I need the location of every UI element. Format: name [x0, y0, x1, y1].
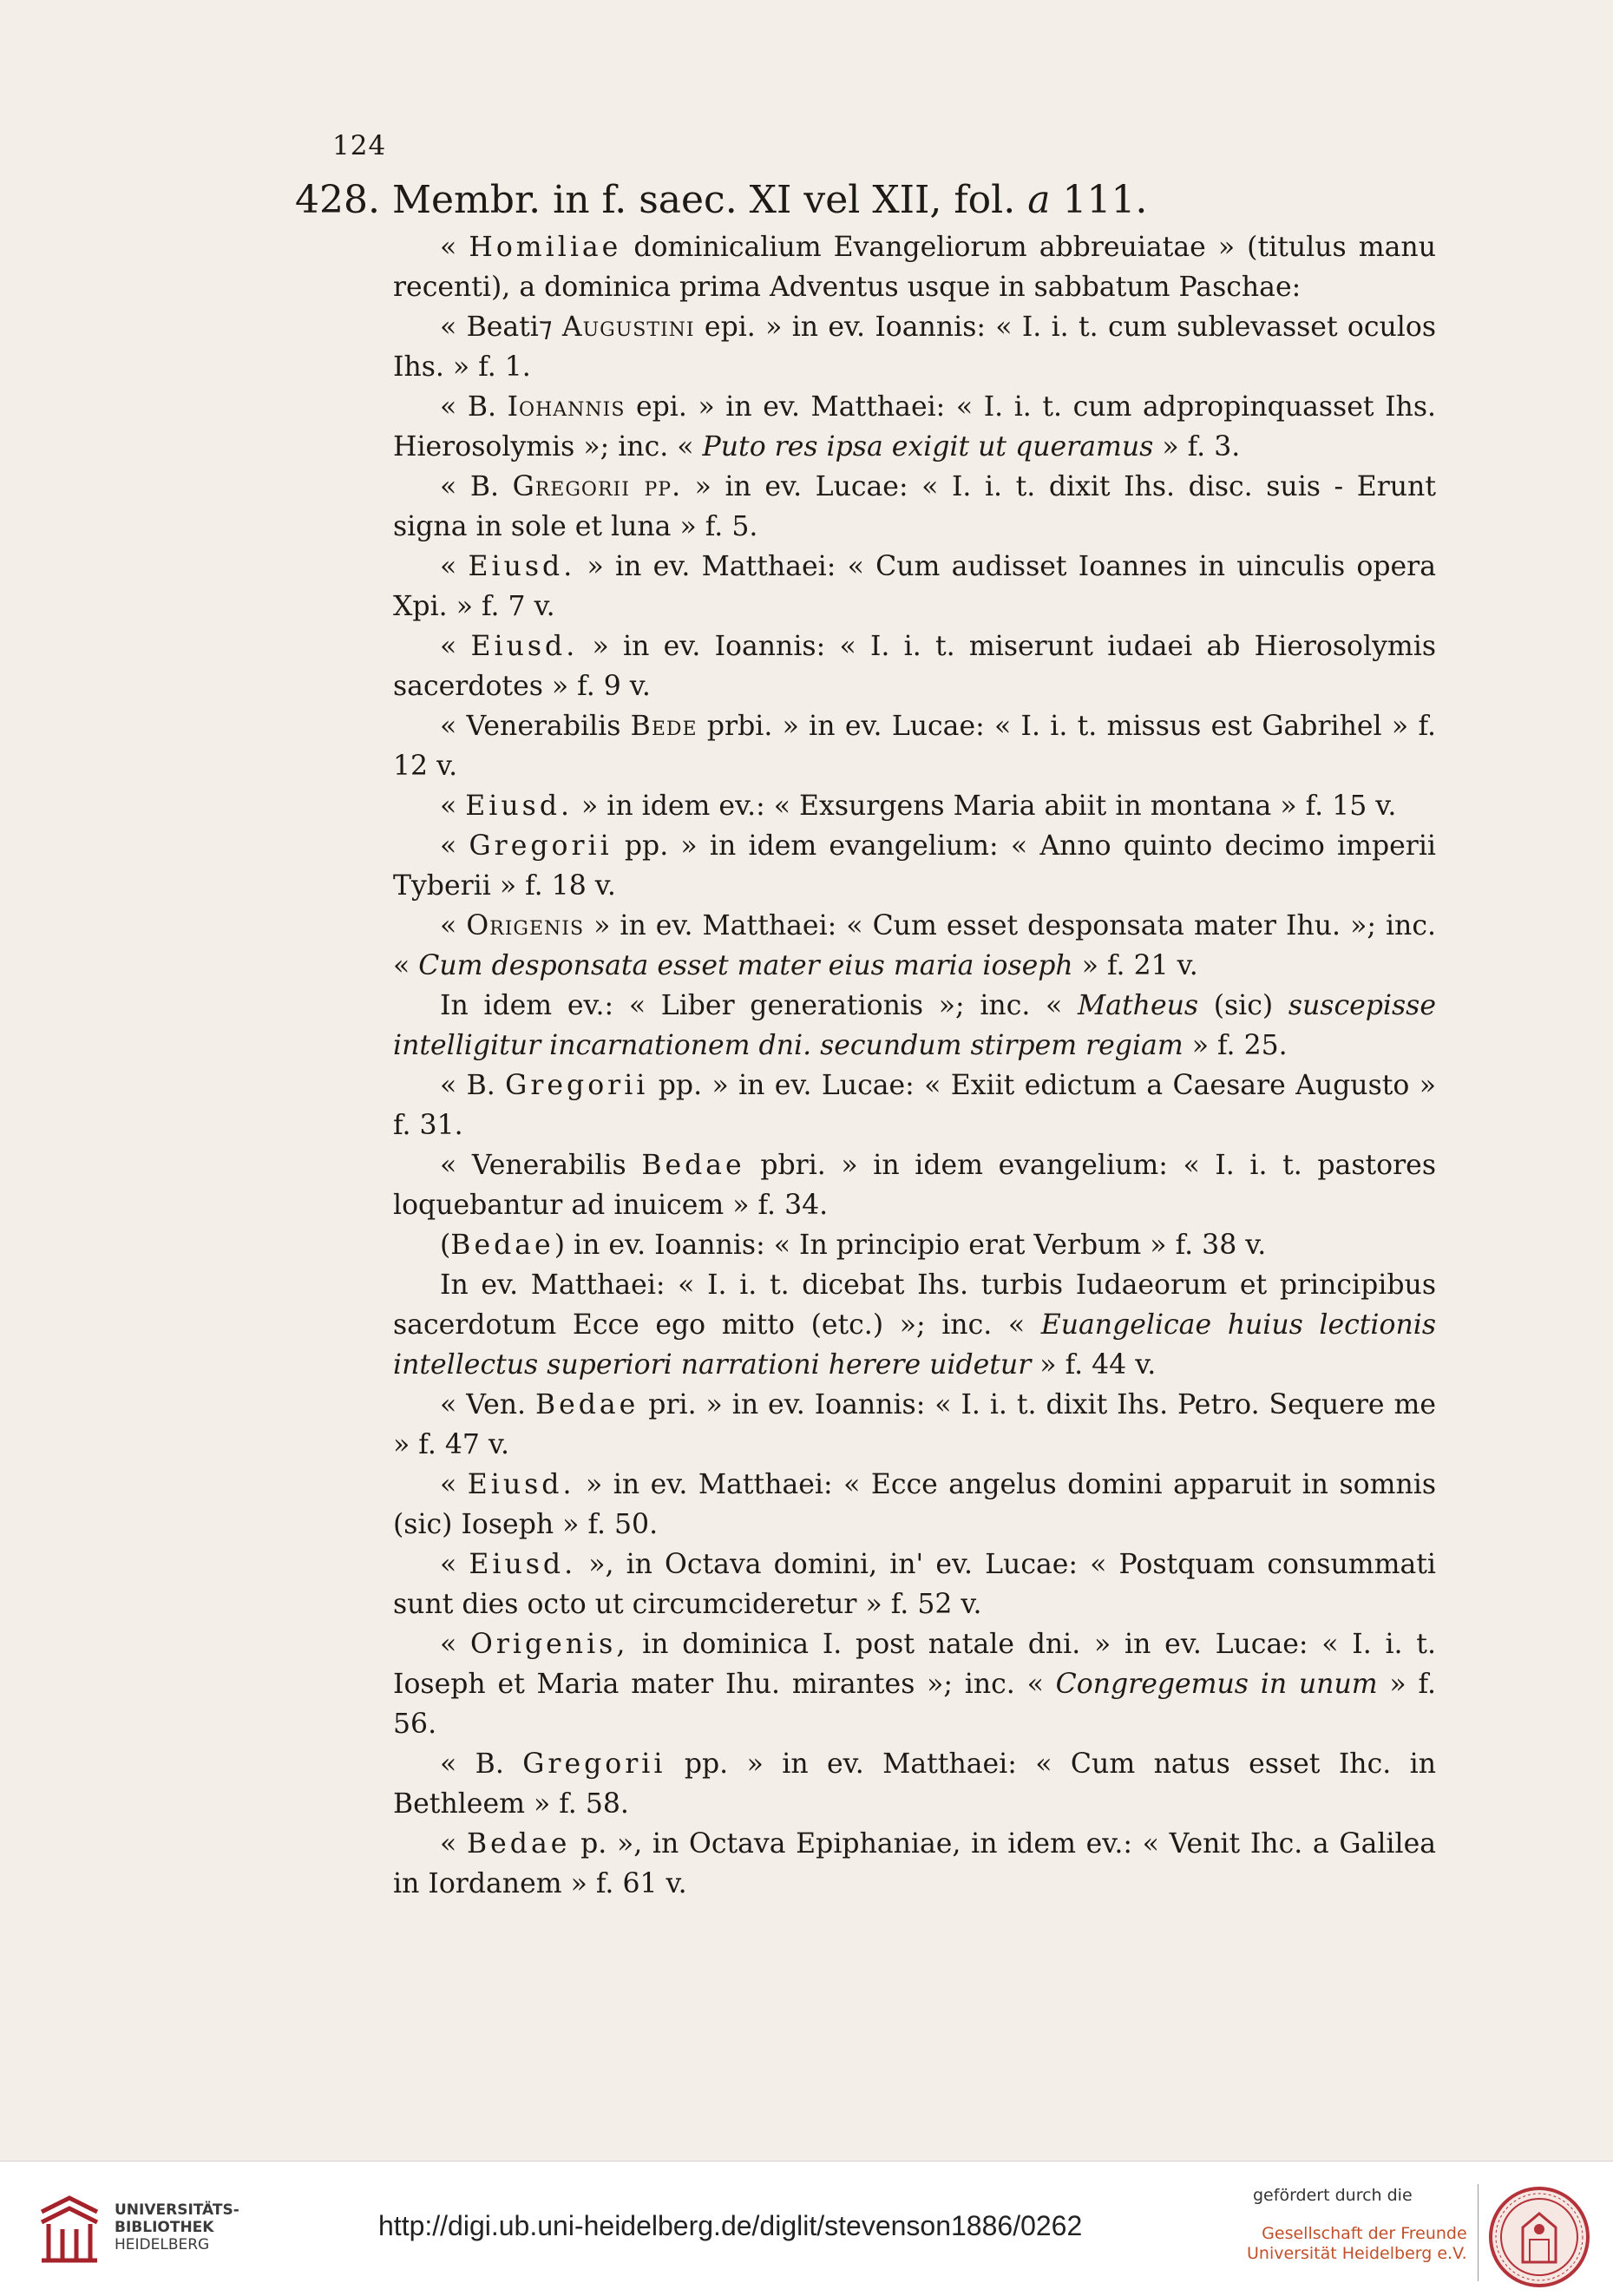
sponsor-note: gefördert durch die [1253, 2186, 1413, 2205]
paragraph-text: ) in ev. Ioannis: « In principio erat Verbum » f. 38 v. [554, 1230, 1267, 1261]
catalog-paragraph [393, 1225, 1436, 1265]
footer-divider [1478, 2184, 1479, 2281]
catalog-paragraph [393, 1385, 1436, 1465]
name-text: Homiliae [469, 232, 622, 263]
paragraph-text: » f. 56. [393, 1669, 1436, 1740]
paragraph-text: » f. 44 v. [1031, 1349, 1157, 1381]
paragraph-text: « [440, 551, 469, 582]
university-seal-icon [1488, 2186, 1590, 2288]
catalog-paragraph [393, 626, 1436, 706]
paragraph-text: pp. » in idem evangelium: « Anno quinto decimo imperii Tyberii » f. 18 v. [393, 830, 1436, 902]
name-text: Origenis, [470, 1629, 629, 1660]
paragraph-text: in dominica I. post natale dni. » in ev. Lucae: « I. i. t. Ioseph et Maria mater Ihu. mirantes »; inc. « [393, 1629, 1436, 1700]
incipit-text: Congregemus in unum [1055, 1669, 1378, 1700]
paragraph-text: « Venerabilis [440, 711, 631, 742]
sponsor-name-line: Universität Heidelberg e.V. [1247, 2244, 1467, 2263]
catalog-paragraph [393, 1265, 1436, 1385]
paragraph-text: « [440, 1549, 469, 1580]
library-name [115, 2201, 239, 2253]
paragraph-text: (sic) [1198, 990, 1288, 1021]
paragraph-text: In ev. Matthaei: « I. i. t. dicebat Ihs. turbis Iudaeorum et principibus sacerdotum Ecce ego mitto (etc.) »; inc. « [393, 1269, 1436, 1341]
name-text: Origenis [466, 910, 585, 941]
paragraph-text: » in ev. Matthaei: « Ecce angelus domini apparuit in somnis (sic) Ioseph » f. 50. [393, 1469, 1436, 1540]
name-text: Bedae [450, 1230, 554, 1261]
paragraph-text: « B. [440, 391, 508, 423]
paragraph-text: « B. [440, 471, 513, 502]
paragraph-text: « [440, 830, 469, 862]
paragraph-text: « Beati⁊ [440, 312, 562, 343]
paragraph-text: « [440, 631, 471, 662]
paragraph-text: « B. [440, 1070, 506, 1101]
catalog-paragraph [393, 1624, 1436, 1744]
paragraph-text: « [440, 790, 466, 822]
entry-heading [295, 178, 1147, 222]
paragraph-text: epi. » in ev. Matthaei: « I. i. t. cum adpropinquasset Ihs. Hierosolymis »; inc. « [393, 391, 1437, 462]
library-name-line: UNIVERSITÄTS- [115, 2201, 239, 2219]
paragraph-text: pri. » in ev. Ioannis: « I. i. t. dixit Ihs. Petro. Sequere me » f. 47 v. [393, 1389, 1436, 1460]
paragraph-text: dominicalium Evangeliorum abbreuiatae » (titulus manu recenti), a dominica prima Adventus usque in sabbatum Paschae: [393, 232, 1436, 303]
name-text: Eiusd. [467, 1469, 575, 1500]
paragraph-text: epi. » in ev. Ioannis: « I. i. t. cum sublevasset oculos Ihs. » f. 1. [393, 312, 1437, 383]
name-text: Gregorii [522, 1748, 666, 1780]
paragraph-text: « [440, 1828, 467, 1860]
catalog-paragraph [393, 1824, 1436, 1904]
catalog-paragraph [393, 706, 1436, 786]
university-library-logo-icon [36, 2194, 102, 2264]
incipit-text: Matheus [1077, 990, 1199, 1021]
fol-letter: a [1027, 178, 1051, 222]
name-text: Eiusd. [469, 1549, 577, 1580]
catalog-paragraph [393, 1145, 1436, 1225]
paragraph-text: » f. 25. [1183, 1030, 1288, 1061]
catalog-paragraph [393, 467, 1436, 547]
incipit-text: Puto res ipsa exigit ut queramus [702, 431, 1154, 462]
paragraph-text: pp. » in ev. Matthaei: « Cum natus esset Ihc. in Bethleem » f. 58. [393, 1748, 1436, 1820]
catalog-paragraph [393, 1545, 1436, 1624]
catalog-paragraph [393, 307, 1436, 387]
paragraph-text: » in ev. Lucae: « I. i. t. dixit Ihs. disc. suis - Erunt signa in sole et luna » f. 5. [393, 471, 1436, 542]
paragraph-text: » in ev. Matthaei: « Cum esset desponsata mater Ihu. »; inc. « [393, 910, 1436, 981]
name-text: Gregorii [469, 830, 613, 862]
name-text: Eiusd. [470, 631, 579, 662]
paragraph-text: prbi. » in ev. Lucae: « I. i. t. missus est Gabrihel » f. 12 v. [393, 711, 1436, 782]
incipit-text: Cum desponsata esset mater eius maria ioseph [418, 950, 1073, 981]
name-text: Eiusd. [465, 790, 573, 822]
sponsor-name [1247, 2224, 1467, 2264]
name-text: Gregorii pp. [512, 471, 682, 502]
catalog-paragraph [393, 1744, 1436, 1824]
paragraph-text: » in ev. Ioannis: « I. i. t. miserunt iudaei ab Hierosolymis sacerdotes » f. 9 v. [393, 631, 1436, 702]
catalog-paragraph [393, 1465, 1436, 1545]
name-text: Bedae [641, 1150, 745, 1181]
catalog-paragraph [393, 906, 1436, 986]
paragraph-text: « [440, 1629, 471, 1660]
paragraph-text: » in idem ev.: « Exsurgens Maria abiit in montana » f. 15 v. [573, 790, 1397, 822]
paragraph-text: « Venerabilis [440, 1150, 642, 1181]
paragraph-text: pp. » in ev. Lucae: « Exiit edictum a Caesare Augusto » f. 31. [393, 1070, 1436, 1141]
catalog-paragraph [393, 1066, 1436, 1145]
catalog-paragraph [393, 227, 1436, 307]
fol-number: 111. [1062, 178, 1148, 222]
paragraph-text: ( [440, 1230, 451, 1261]
footer-bar [0, 2161, 1613, 2296]
incipit-text: Euangelicae huius lectionis intellectus superiori narrationi herere uidetur [393, 1309, 1437, 1381]
library-name-line: BIBLIOTHEK [115, 2219, 214, 2236]
incipit-text: suscepisse intelligitur incarnationem dni. secundum stirpem regiam [393, 990, 1436, 1061]
name-text: Augustini [561, 312, 695, 343]
name-text: Eiusd. [468, 551, 576, 582]
paragraph-text: » f. 3. [1153, 431, 1241, 462]
paragraph-text: In idem ev.: « Liber generationis »; inc. « [440, 990, 1078, 1021]
paragraph-text: pbri. » in idem evangelium: « I. i. t. pastores loquebantur ad inuicem » f. 34. [393, 1150, 1436, 1221]
paragraph-text: », in Octava domini, in' ev. Lucae: « Postquam consummati sunt dies octo ut circumcideretur » f. 52 v. [393, 1549, 1437, 1620]
paragraph-text: p. », in Octava Epiphaniae, in idem ev.: « Venit Ihc. a Galilea in Iordanem » f. 61 v. [393, 1828, 1436, 1899]
paragraph-text: « [440, 910, 467, 941]
paragraph-text: « [440, 1469, 468, 1500]
catalog-paragraph [393, 387, 1436, 467]
paragraph-text: » f. 21 v. [1072, 950, 1198, 981]
page-number: 124 [332, 130, 387, 161]
paragraph-text: » in ev. Matthaei: « Cum audisset Ioannes in uinculis opera Xpi. » f. 7 v. [393, 551, 1436, 622]
permalink-url[interactable]: http://digi.ub.uni-heidelberg.de/diglit/stevenson1886/0262 [378, 2210, 1083, 2241]
paragraph-text: « Ven. [440, 1389, 535, 1420]
entry-description: Membr. in f. saec. XI vel XII, fol. [391, 178, 1016, 222]
name-text: Bedae [534, 1389, 639, 1420]
library-name-line: HEIDELBERG [115, 2236, 210, 2253]
catalog-paragraph [393, 826, 1436, 906]
paragraph-text: « B. [440, 1748, 523, 1780]
name-text: Gregorii [505, 1070, 649, 1101]
name-text: Iohannis [507, 391, 626, 423]
name-text: Bede [630, 711, 698, 742]
sponsor-name-line: Gesellschaft der Freunde [1262, 2224, 1467, 2243]
name-text: Bedae [466, 1828, 571, 1860]
catalog-paragraph [393, 786, 1436, 826]
entry-body [393, 227, 1436, 1904]
catalog-paragraph [393, 547, 1436, 626]
entry-number: 428. [295, 178, 380, 222]
catalog-paragraph [393, 986, 1436, 1066]
paragraph-text: « [440, 232, 469, 263]
